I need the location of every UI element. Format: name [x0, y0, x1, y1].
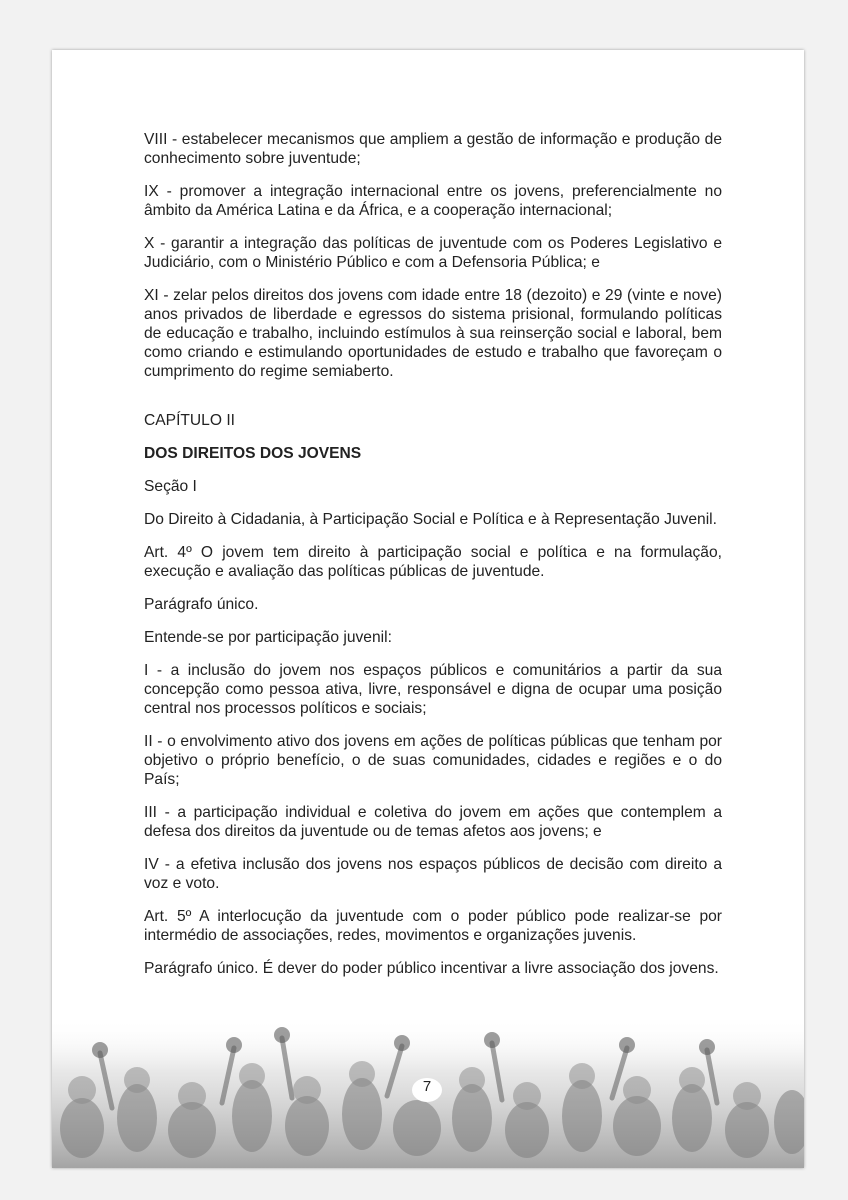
paragraph-xi: XI - zelar pelos direitos dos jovens com idade entre 18 (dezoito) e 29 (vinte e nove) anos privados de liberdade e egressos do sistema prisional, formulando políticas de educação e trabalho, incluindo estímulos à sua reinserção social e laboral, bem como criando e estimulando oportunidades de estudo e trabalho que favoreçam o cumprimento do regime semiaberto. [144, 287, 722, 380]
entende-se-text: Entende-se por participação juvenil: [144, 629, 392, 646]
paragraph-ix: IX - promover a integração internacional entre os jovens, preferencialmente no âmbito da América Latina e da África, e a cooperação internacional; [144, 183, 722, 219]
paragraph-viii: VIII - estabelecer mecanismos que ampliem a gestão de informação e produção de conhecimento sobre juventude; [144, 131, 722, 167]
item-ii: II - o envolvimento ativo dos jovens em ações de políticas públicas que tenham por objetivo o próprio benefício, o de suas comunidades, cidades e regiões e o do País; [144, 733, 722, 788]
page-content [144, 130, 722, 992]
section-title: Do Direito à Cidadania, à Participação Social e Política e à Representação Juvenil. [144, 511, 717, 528]
item-iv: IV - a efetiva inclusão dos jovens nos espaços públicos de decisão com direito a voz e voto. [144, 856, 722, 892]
page-number: 7 [412, 1078, 442, 1102]
article-5-paragraph: Parágrafo único. É dever do poder público incentivar a livre associação dos jovens. [144, 960, 719, 977]
item-i: I - a inclusão do jovem nos espaços públicos e comunitários a partir da sua concepção como pessoa ativa, livre, responsável e digna de ocupar uma posição central nos processos políticos e sociais; [144, 662, 722, 717]
paragrafo-unico-label: Parágrafo único. [144, 596, 259, 613]
article-4: Art. 4º O jovem tem direito à participação social e política e na formulação, execução e avaliação das políticas públicas de juventude. [144, 544, 722, 580]
page-sheet [52, 50, 804, 1168]
section-heading: Seção I [144, 478, 197, 495]
article-5: Art. 5º A interlocução da juventude com o poder público pode realizar-se por intermédio de associações, redes, movimentos e organizações juvenis. [144, 908, 722, 944]
paragraph-x: X - garantir a integração das políticas de juventude com os Poderes Legislativo e Judiciário, com o Ministério Público e com a Defensoria Pública; e [144, 235, 722, 271]
chapter-heading: CAPÍTULO II [144, 412, 235, 429]
chapter-title: DOS DIREITOS DOS JOVENS [144, 445, 362, 462]
item-iii: III - a participação individual e coletiva do jovem em ações que contemplem a defesa dos direitos da juventude ou de temas afetos aos jovens; e [144, 804, 722, 840]
